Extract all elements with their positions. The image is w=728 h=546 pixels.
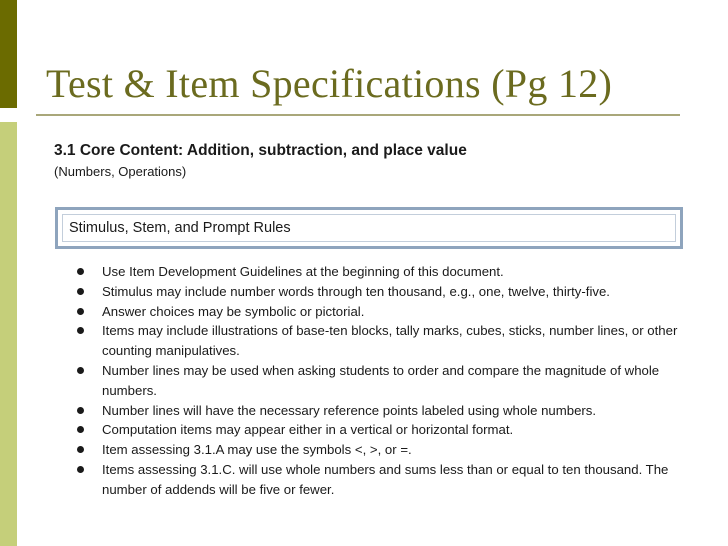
rules-box (55, 207, 683, 249)
list-item-text: Number lines will have the necessary reference points labeled using whole numbers. (102, 402, 597, 418)
list-item-text: Items assessing 3.1.C. will use whole numbers and sums less than or equal to ten thousand. The number of addends will be five or fewer. (102, 461, 669, 497)
title-divider (36, 114, 680, 116)
bullet-icon (77, 426, 84, 433)
section-heading: 3.1 Core Content: Addition, subtraction, and place value (54, 142, 467, 159)
list-item (74, 440, 684, 460)
list-item (74, 401, 684, 421)
bullet-icon (77, 268, 84, 275)
list-item-text: Items may include illustrations of base-ten blocks, tally marks, cubes, sticks, number lines, or other counting manipulatives. (102, 323, 678, 359)
stripe-light-segment (0, 122, 17, 546)
bullet-icon (77, 446, 84, 453)
slide-title: Test & Item Specifications (Pg 12) (46, 61, 613, 106)
list-item-text: Use Item Development Guidelines at the beginning of this document. (102, 264, 504, 279)
list-item (74, 282, 684, 302)
section-subheading: (Numbers, Operations) (54, 164, 187, 179)
list-item (74, 302, 684, 322)
rules-box-label: Stimulus, Stem, and Prompt Rules (69, 220, 291, 236)
list-item-text: Stimulus may include number words through ten thousand, e.g., one, twelve, thirty-five. (102, 283, 610, 299)
list-item (74, 361, 684, 401)
bullet-icon (77, 367, 84, 374)
list-item (74, 321, 684, 361)
bullet-icon (77, 288, 84, 295)
list-item-text: Item assessing 3.1.A may use the symbols <, >, or =. (102, 442, 412, 458)
list-item-text: Computation items may appear either in a vertical or horizontal format. (102, 422, 514, 438)
list-item (74, 420, 684, 440)
decorative-left-stripe (0, 0, 17, 546)
bullet-icon (77, 327, 84, 334)
list-item-text: Number lines may be used when asking students to order and compare the magnitude of whole numbers. (102, 362, 660, 398)
rules-bullet-list (74, 262, 684, 500)
list-item-text: Answer choices may be symbolic or pictorial. (102, 303, 365, 319)
stripe-gap-segment (0, 108, 17, 122)
stripe-dark-segment (0, 0, 17, 108)
list-item (74, 262, 684, 282)
bullet-icon (77, 308, 84, 315)
bullet-icon (77, 407, 84, 414)
list-item (74, 460, 684, 500)
bullet-icon (77, 466, 84, 473)
